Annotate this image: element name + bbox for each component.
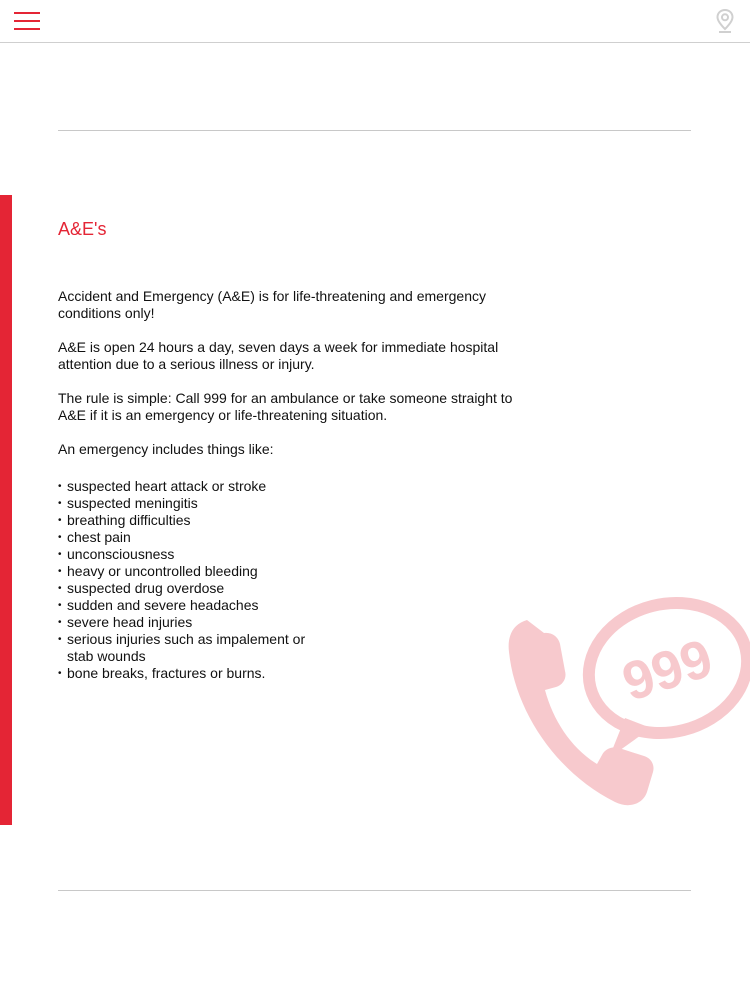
article-body bbox=[58, 288, 518, 682]
phone-999-icon bbox=[505, 590, 750, 820]
list-item: • sudden and severe headaches bbox=[58, 597, 518, 614]
emergency-list bbox=[58, 478, 518, 682]
list-item: • breathing difficulties bbox=[58, 512, 518, 529]
bottom-divider bbox=[58, 890, 691, 891]
intro-paragraph: Accident and Emergency (A&E) is for life-threatening and emergency conditions only! bbox=[58, 288, 486, 321]
list-item: • bone breaks, fractures or burns. bbox=[58, 665, 518, 682]
list-item: • suspected heart attack or stroke bbox=[58, 478, 518, 495]
list-item: • unconsciousness bbox=[58, 546, 518, 563]
list-intro: An emergency includes things like: bbox=[58, 441, 274, 457]
page-title: A&E's bbox=[58, 219, 107, 239]
list-item: • serious injuries such as impalement or stab wounds bbox=[58, 631, 307, 665]
hamburger-menu-icon[interactable] bbox=[12, 9, 42, 33]
list-item: • chest pain bbox=[58, 529, 518, 546]
top-divider bbox=[58, 130, 691, 131]
list-item: • heavy or uncontrolled bleeding bbox=[58, 563, 518, 580]
map-pin-icon[interactable] bbox=[714, 8, 736, 34]
hours-paragraph: A&E is open 24 hours a day, seven days a week for immediate hospital attention due to a serious illness or injury. bbox=[58, 339, 499, 372]
accent-bar bbox=[0, 195, 12, 825]
watermark-999-text: 999 bbox=[615, 627, 720, 713]
list-item: • suspected meningitis bbox=[58, 495, 518, 512]
list-item: • severe head injuries bbox=[58, 614, 518, 631]
list-item: • suspected drug overdose bbox=[58, 580, 518, 597]
top-bar bbox=[0, 0, 750, 43]
rule-paragraph: The rule is simple: Call 999 for an ambulance or take someone straight to A&E if it is an emergency or life-threatening situation. bbox=[58, 390, 513, 423]
